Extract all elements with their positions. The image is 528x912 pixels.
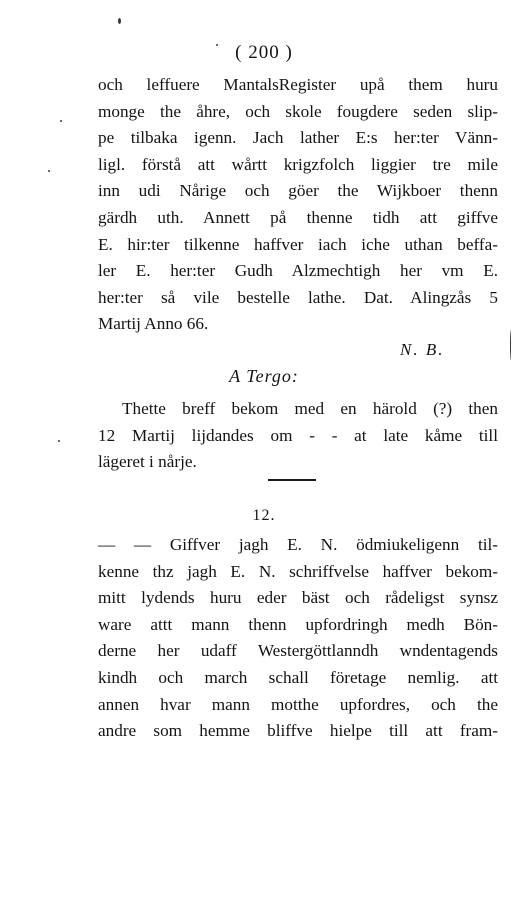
section-divider bbox=[268, 479, 316, 481]
letter-line: gärdh uth. Annett på thenne tidh att giffve bbox=[98, 207, 498, 227]
tergo-line: Thette breff bekom med en härold (?) then bbox=[122, 399, 498, 418]
tergo-text bbox=[98, 396, 498, 476]
page-number: ( 200 ) bbox=[235, 42, 293, 63]
section-line: derne her udaff Westergöttlanndh wndentagends bbox=[98, 641, 498, 661]
letter-line: monge the åhre, och skole fougdere seden slip- bbox=[98, 101, 498, 121]
section-number: 12. bbox=[252, 507, 276, 524]
letter-line: E. hir:ter tilkenne haffver iach iche uthan beffa- bbox=[98, 234, 498, 254]
letter-line: her:ter så vile bestelle lathe. Dat. Alingzås 5 bbox=[98, 287, 498, 307]
letter-line: och leffuere MantalsRegister upå them huru bbox=[98, 75, 498, 94]
section-text bbox=[98, 532, 498, 745]
tergo-line: 12 Martij lijdandes om - - at late kåme till bbox=[98, 425, 498, 445]
tergo-heading: A Tergo: bbox=[229, 366, 299, 386]
section-line: annen hvar mann motthe upfordres, och the bbox=[98, 694, 498, 714]
letter-text bbox=[98, 72, 498, 338]
section-line: ware attt mann thenn upfordringh medh Bön- bbox=[98, 614, 498, 634]
signature: N. B. bbox=[400, 340, 445, 359]
letter-line: ler E. her:ter Gudh Alzmechtigh her vm E. bbox=[98, 261, 498, 281]
letter-line: pe tilbaka igenn. Jach lather E:s her:ter Vänn- bbox=[98, 128, 498, 148]
section-line: — — Giffver jagh E. N. ödmiukeligenn til- bbox=[98, 535, 498, 554]
section-line: kindh och march schall företage nemlig. att bbox=[98, 667, 498, 687]
letter-line: inn udi Nårige och göer the Wijkboer thenn bbox=[98, 181, 498, 201]
section-line: andre som hemme bliffve hielpe till att fram- bbox=[98, 721, 498, 741]
letter-line: ligl. förstå att wårtt krigzfolch liggier tre mile bbox=[98, 154, 498, 174]
section-line: kenne thz jagh E. N. schriffvelse haffver bekom- bbox=[98, 561, 498, 581]
tergo-line: lägeret i nårje. bbox=[98, 452, 197, 472]
letter-line: Martij Anno 66. bbox=[98, 314, 209, 334]
section-line: mitt lydends huru eder bäst och rådeligst synsz bbox=[98, 588, 498, 608]
